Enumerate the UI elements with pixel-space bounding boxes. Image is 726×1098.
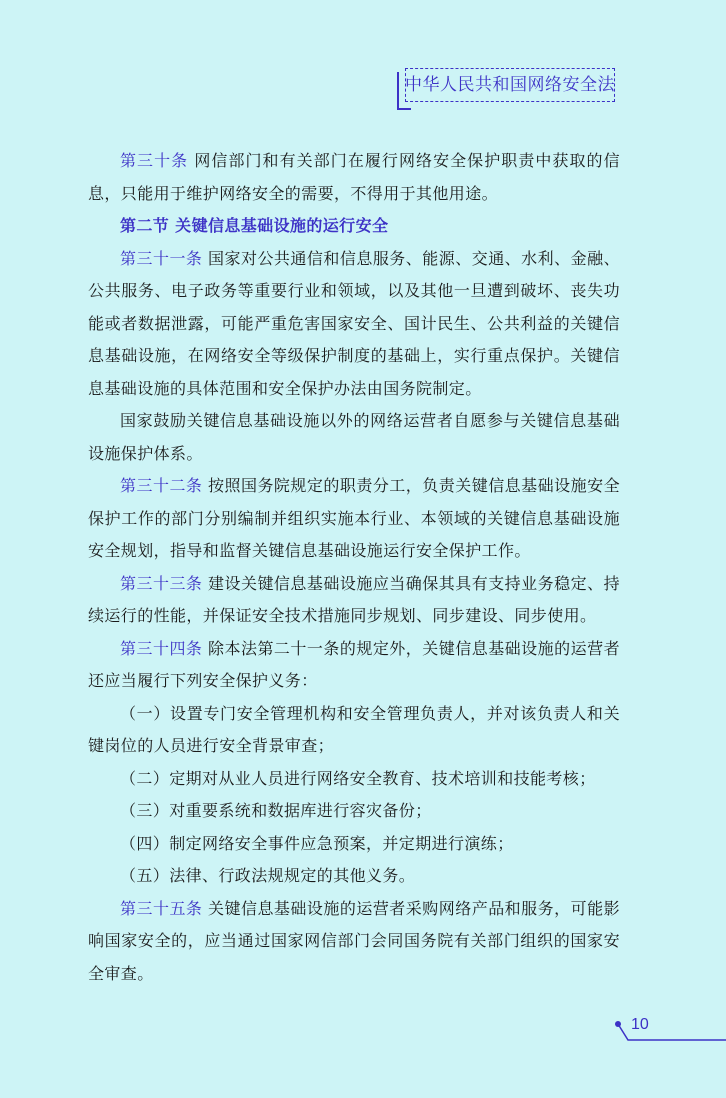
article-text: 按照国务院规定的职责分工，负责关键信息基础设施安全保护工作的部门分别编制并组织实施本行业、本领域的关键信息基础设施安全规划，指导和监督关键信息基础设施运行安全保护工作。 xyxy=(88,476,620,560)
article-text: 国家对公共通信和信息服务、能源、交通、水利、金融、公共服务、电子政务等重要行业和领域，以及其他一旦遭到破坏、丧失功能或者数据泄露，可能严重危害国家安全、国计民生、公共利益的关键信息基础设施，在网络安全等级保护制度的基础上，实行重点保护。关键信息基础设施的具体范围和安全保护办法由国务院制定。 xyxy=(88,248,620,398)
footer-dot-icon xyxy=(615,1021,621,1027)
article-number: 第三十一条 xyxy=(120,248,203,268)
list-item: （三）对重要系统和数据库进行容灾备份； xyxy=(120,801,432,820)
article-text: 建设关键信息基础设施应当确保其具有支持业务稳定、持续运行的性能，并保证安全技术措施同步规划、同步建设、同步使用。 xyxy=(88,573,620,625)
article-text: 除本法第二十一条的规定外，关键信息基础设施的运营者还应当履行下列安全保护义务： xyxy=(88,638,620,690)
article-number: 第三十条 xyxy=(120,151,189,170)
article-text: 关键信息基础设施的运营者采购网络产品和服务，可能影响国家安全的，应当通过国家网信部门会同国务院有关部门组织的国家安全审查。 xyxy=(88,898,620,983)
page-number: 10 xyxy=(631,1016,649,1033)
article-number: 第三十二条 xyxy=(120,476,203,495)
list-item: （一）设置专门安全管理机构和安全管理负责人，并对该负责人和关键岗位的人员进行安全背景审查； xyxy=(88,703,620,755)
running-header-title: 中华人民共和国网络安全法 xyxy=(405,75,615,95)
list-item: （二）定期对从业人员进行网络安全教育、技术培训和技能考核； xyxy=(120,768,596,788)
list-item: （五）法律、行政法规规定的其他义务。 xyxy=(120,866,416,885)
article-number: 第三十五条 xyxy=(120,898,203,918)
paragraph-text: 国家鼓励关键信息基础设施以外的网络运营者自愿参与关键信息基础设施保护体系。 xyxy=(88,411,620,463)
article-number: 第三十三条 xyxy=(120,573,203,593)
list-item: （四）制定网络安全事件应急预案，并定期进行演练； xyxy=(120,833,514,853)
article-text: 网信部门和有关部门在履行网络安全保护职责中获取的信息，只能用于维护网络安全的需要，不得用于其他用途。 xyxy=(88,151,620,203)
section-heading: 第二节 关键信息基础设施的运行安全 xyxy=(120,216,389,235)
article-number: 第三十四条 xyxy=(120,638,203,658)
